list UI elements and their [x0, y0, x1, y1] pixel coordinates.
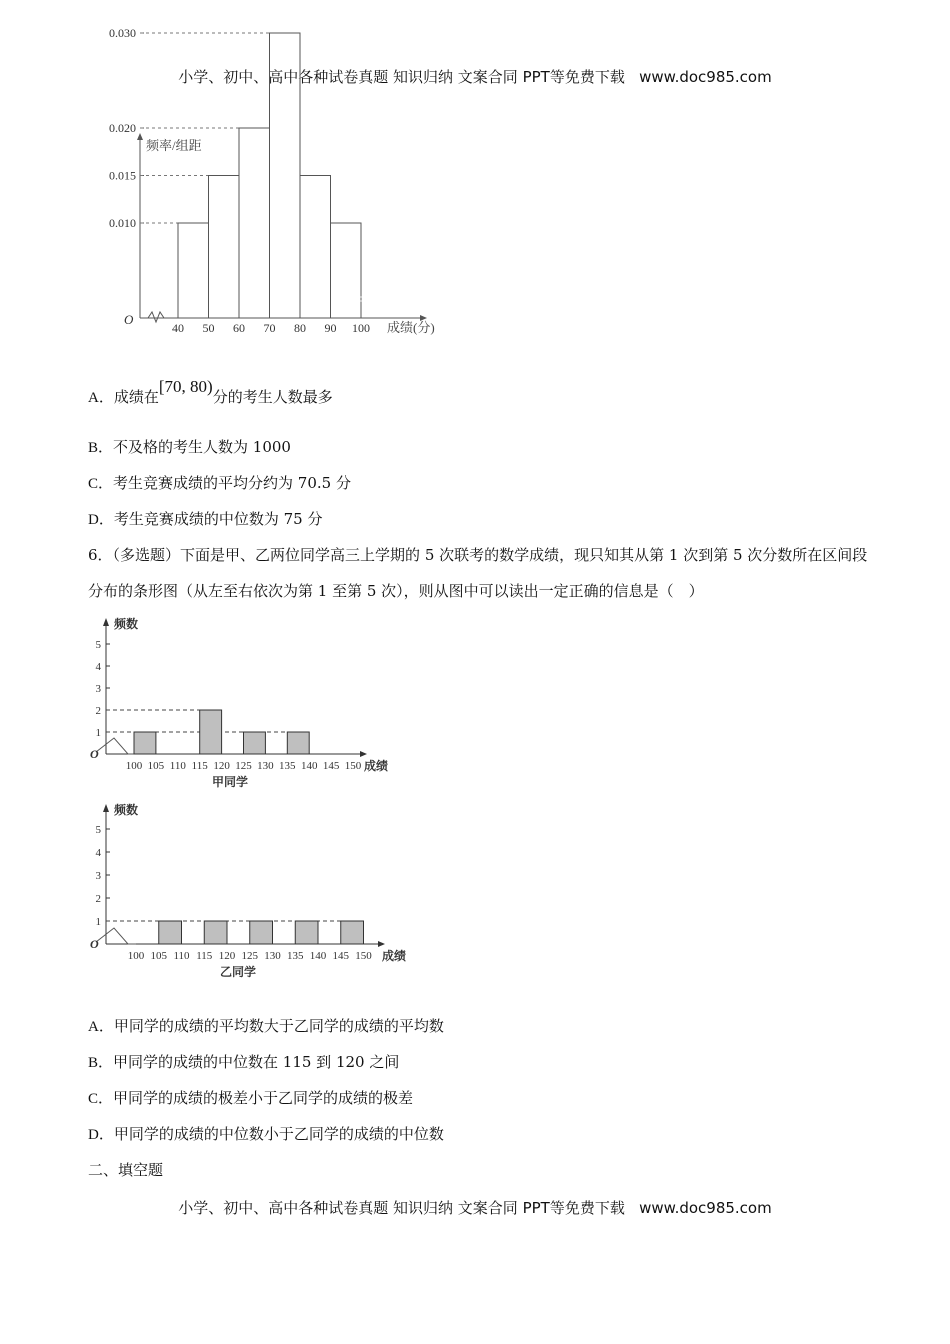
y-tick-label: 1: [95, 916, 101, 928]
y-tick-label: 1: [95, 727, 101, 739]
y-axis-arrow: [103, 618, 109, 626]
y-tick-label: 5: [95, 824, 101, 836]
x-tick-label: 125: [235, 760, 252, 772]
origin-label: O: [124, 312, 134, 327]
footer-text: 小学、初中、高中各种试卷真题 知识归纳 文案合同 PPT等免费下载: [178, 1199, 625, 1217]
option-label: A．: [88, 390, 114, 406]
option-text: 考生竞赛成绩的中位数为 75 分: [113, 510, 323, 528]
bar: [159, 921, 182, 944]
option-label: D．: [88, 1127, 114, 1143]
q6-option-b: [88, 1051, 399, 1072]
x-tick-label: 140: [309, 950, 327, 962]
q6-option-c: [88, 1087, 413, 1108]
option-label: D．: [88, 512, 114, 528]
x-axis-label: 成绩(分): [387, 320, 435, 335]
q5-option-d: [88, 508, 322, 529]
x-tick-label: 120: [213, 760, 230, 772]
page-header: [0, 66, 950, 87]
x-tick-label: 125: [241, 950, 258, 962]
x-tick-label: 50: [202, 321, 215, 335]
option-label: B．: [88, 440, 114, 456]
y-axis-arrow: [137, 133, 143, 140]
y-tick-label: 0.020: [109, 121, 136, 135]
y-axis-arrow: [103, 804, 109, 812]
option-text: 甲同学的成绩的平均数大于乙同学的成绩的平均数: [113, 1017, 444, 1035]
x-tick-label: 100: [125, 760, 143, 772]
y-tick-label: 0.030: [109, 26, 136, 40]
option-text-pre: 成绩在: [113, 388, 159, 406]
option-label: A．: [88, 1019, 114, 1035]
origin-label: O: [90, 937, 99, 951]
option-text: 甲同学的成绩的中位数小于乙同学的成绩的中位数: [113, 1125, 444, 1143]
q5-option-c: [88, 472, 351, 493]
x-tick-label: 140: [300, 760, 318, 772]
histogram-bar: [209, 176, 240, 319]
x-tick-label: 145: [322, 760, 340, 772]
x-tick-label: 110: [173, 950, 190, 962]
x-tick-label: 150: [355, 950, 372, 962]
x-axis-label: 成绩: [382, 949, 407, 963]
bar: [250, 921, 273, 944]
y-tick-label: 3: [95, 683, 101, 695]
x-tick-label: 70: [263, 321, 276, 335]
q5-option-b: [88, 436, 291, 457]
chart-title: 乙同学: [219, 965, 257, 979]
x-tick-label: 150: [344, 760, 362, 772]
axis-break: [96, 738, 134, 754]
x-tick-label: 110: [169, 760, 186, 772]
x-tick-label: 100: [352, 321, 370, 335]
option-text: 甲同学的成绩的中位数在 115 到 120 之间: [113, 1053, 400, 1071]
x-tick-label: 120: [218, 950, 236, 962]
q5-option-a: [88, 377, 333, 407]
bar: [287, 732, 309, 754]
y-axis-label: 频率/组距: [146, 138, 202, 153]
y-tick-label: 0.010: [109, 216, 136, 230]
x-tick-label: 105: [147, 760, 165, 772]
x-tick-label: 40: [172, 321, 184, 335]
yi-bar-chart: [88, 798, 418, 986]
option-text: 不及格的考生人数为 1000: [113, 438, 291, 456]
section-heading: 二、填空题: [88, 1161, 164, 1179]
x-axis-label: 成绩: [364, 759, 389, 773]
option-text: 考生竞赛成绩的平均分约为 70.5 分: [113, 474, 351, 492]
option-text-post: 分的考生人数最多: [212, 388, 333, 406]
y-tick-label: 4: [95, 847, 101, 859]
axis-break: [148, 312, 164, 322]
histogram-bar: [178, 223, 209, 318]
option-label: B．: [88, 1055, 114, 1071]
x-tick-label: 105: [150, 950, 167, 962]
y-tick-label: 4: [95, 661, 101, 673]
bar: [295, 921, 318, 944]
y-axis-label: 频数: [114, 803, 139, 817]
x-axis-arrow: [360, 751, 367, 757]
option-label: C．: [88, 476, 114, 492]
q6-option-a: [88, 1015, 444, 1036]
x-tick-label: 130: [257, 760, 274, 772]
y-tick-label: 2: [95, 893, 101, 905]
bar: [134, 732, 156, 754]
axis-break: [96, 928, 136, 944]
footer-url: www.doc985.com: [639, 1199, 772, 1217]
x-tick-label: 100: [127, 950, 145, 962]
chart-title: 甲同学: [211, 775, 249, 789]
bar: [200, 710, 222, 754]
x-tick-label: 145: [332, 950, 349, 962]
x-tick-label: 130: [264, 950, 281, 962]
q6-stem: 6．（多选题）下面是甲、乙两位同学高三上学期的 5 次联考的数学成绩，现只知其从第 1 次到第 5 次分数所在区间段分布的条形图（从左至右依次为第 1 至第 5 次），则从图中可以读出一定正确的信息是（ ）: [88, 546, 868, 600]
bar: [204, 921, 227, 944]
y-tick-label: 3: [95, 870, 101, 882]
q6-option-d: [88, 1123, 444, 1144]
interval-expression: [70, 80): [158, 377, 213, 396]
y-tick-label: 0.015: [109, 168, 136, 183]
header-text: 小学、初中、高中各种试卷真题 知识归纳 文案合同 PPT等免费下载: [178, 68, 625, 86]
option-label: C．: [88, 1091, 114, 1107]
page-footer: [0, 1197, 950, 1218]
header-url: www.doc985.com: [639, 68, 772, 86]
x-tick-label: 60: [233, 321, 245, 335]
origin-label: O: [90, 747, 99, 761]
x-tick-label: 80: [294, 321, 306, 335]
jia-bar-chart: [88, 612, 398, 792]
y-axis-label: 频数: [114, 617, 139, 631]
x-tick-label: 90: [324, 321, 337, 335]
bar: [244, 732, 266, 754]
y-tick-label: 2: [95, 705, 101, 717]
x-tick-label: 135: [279, 760, 296, 772]
x-tick-label: 135: [287, 950, 304, 962]
x-tick-label: 115: [191, 760, 208, 772]
bar: [341, 921, 364, 944]
option-text: 甲同学的成绩的极差小于乙同学的成绩的极差: [113, 1089, 414, 1107]
x-tick-label: 115: [196, 950, 213, 962]
histogram-bar: [300, 176, 331, 319]
y-tick-label: 5: [95, 639, 101, 651]
histogram-bar: [239, 128, 270, 318]
x-axis-arrow: [378, 941, 385, 947]
histogram-bar: [331, 223, 362, 318]
